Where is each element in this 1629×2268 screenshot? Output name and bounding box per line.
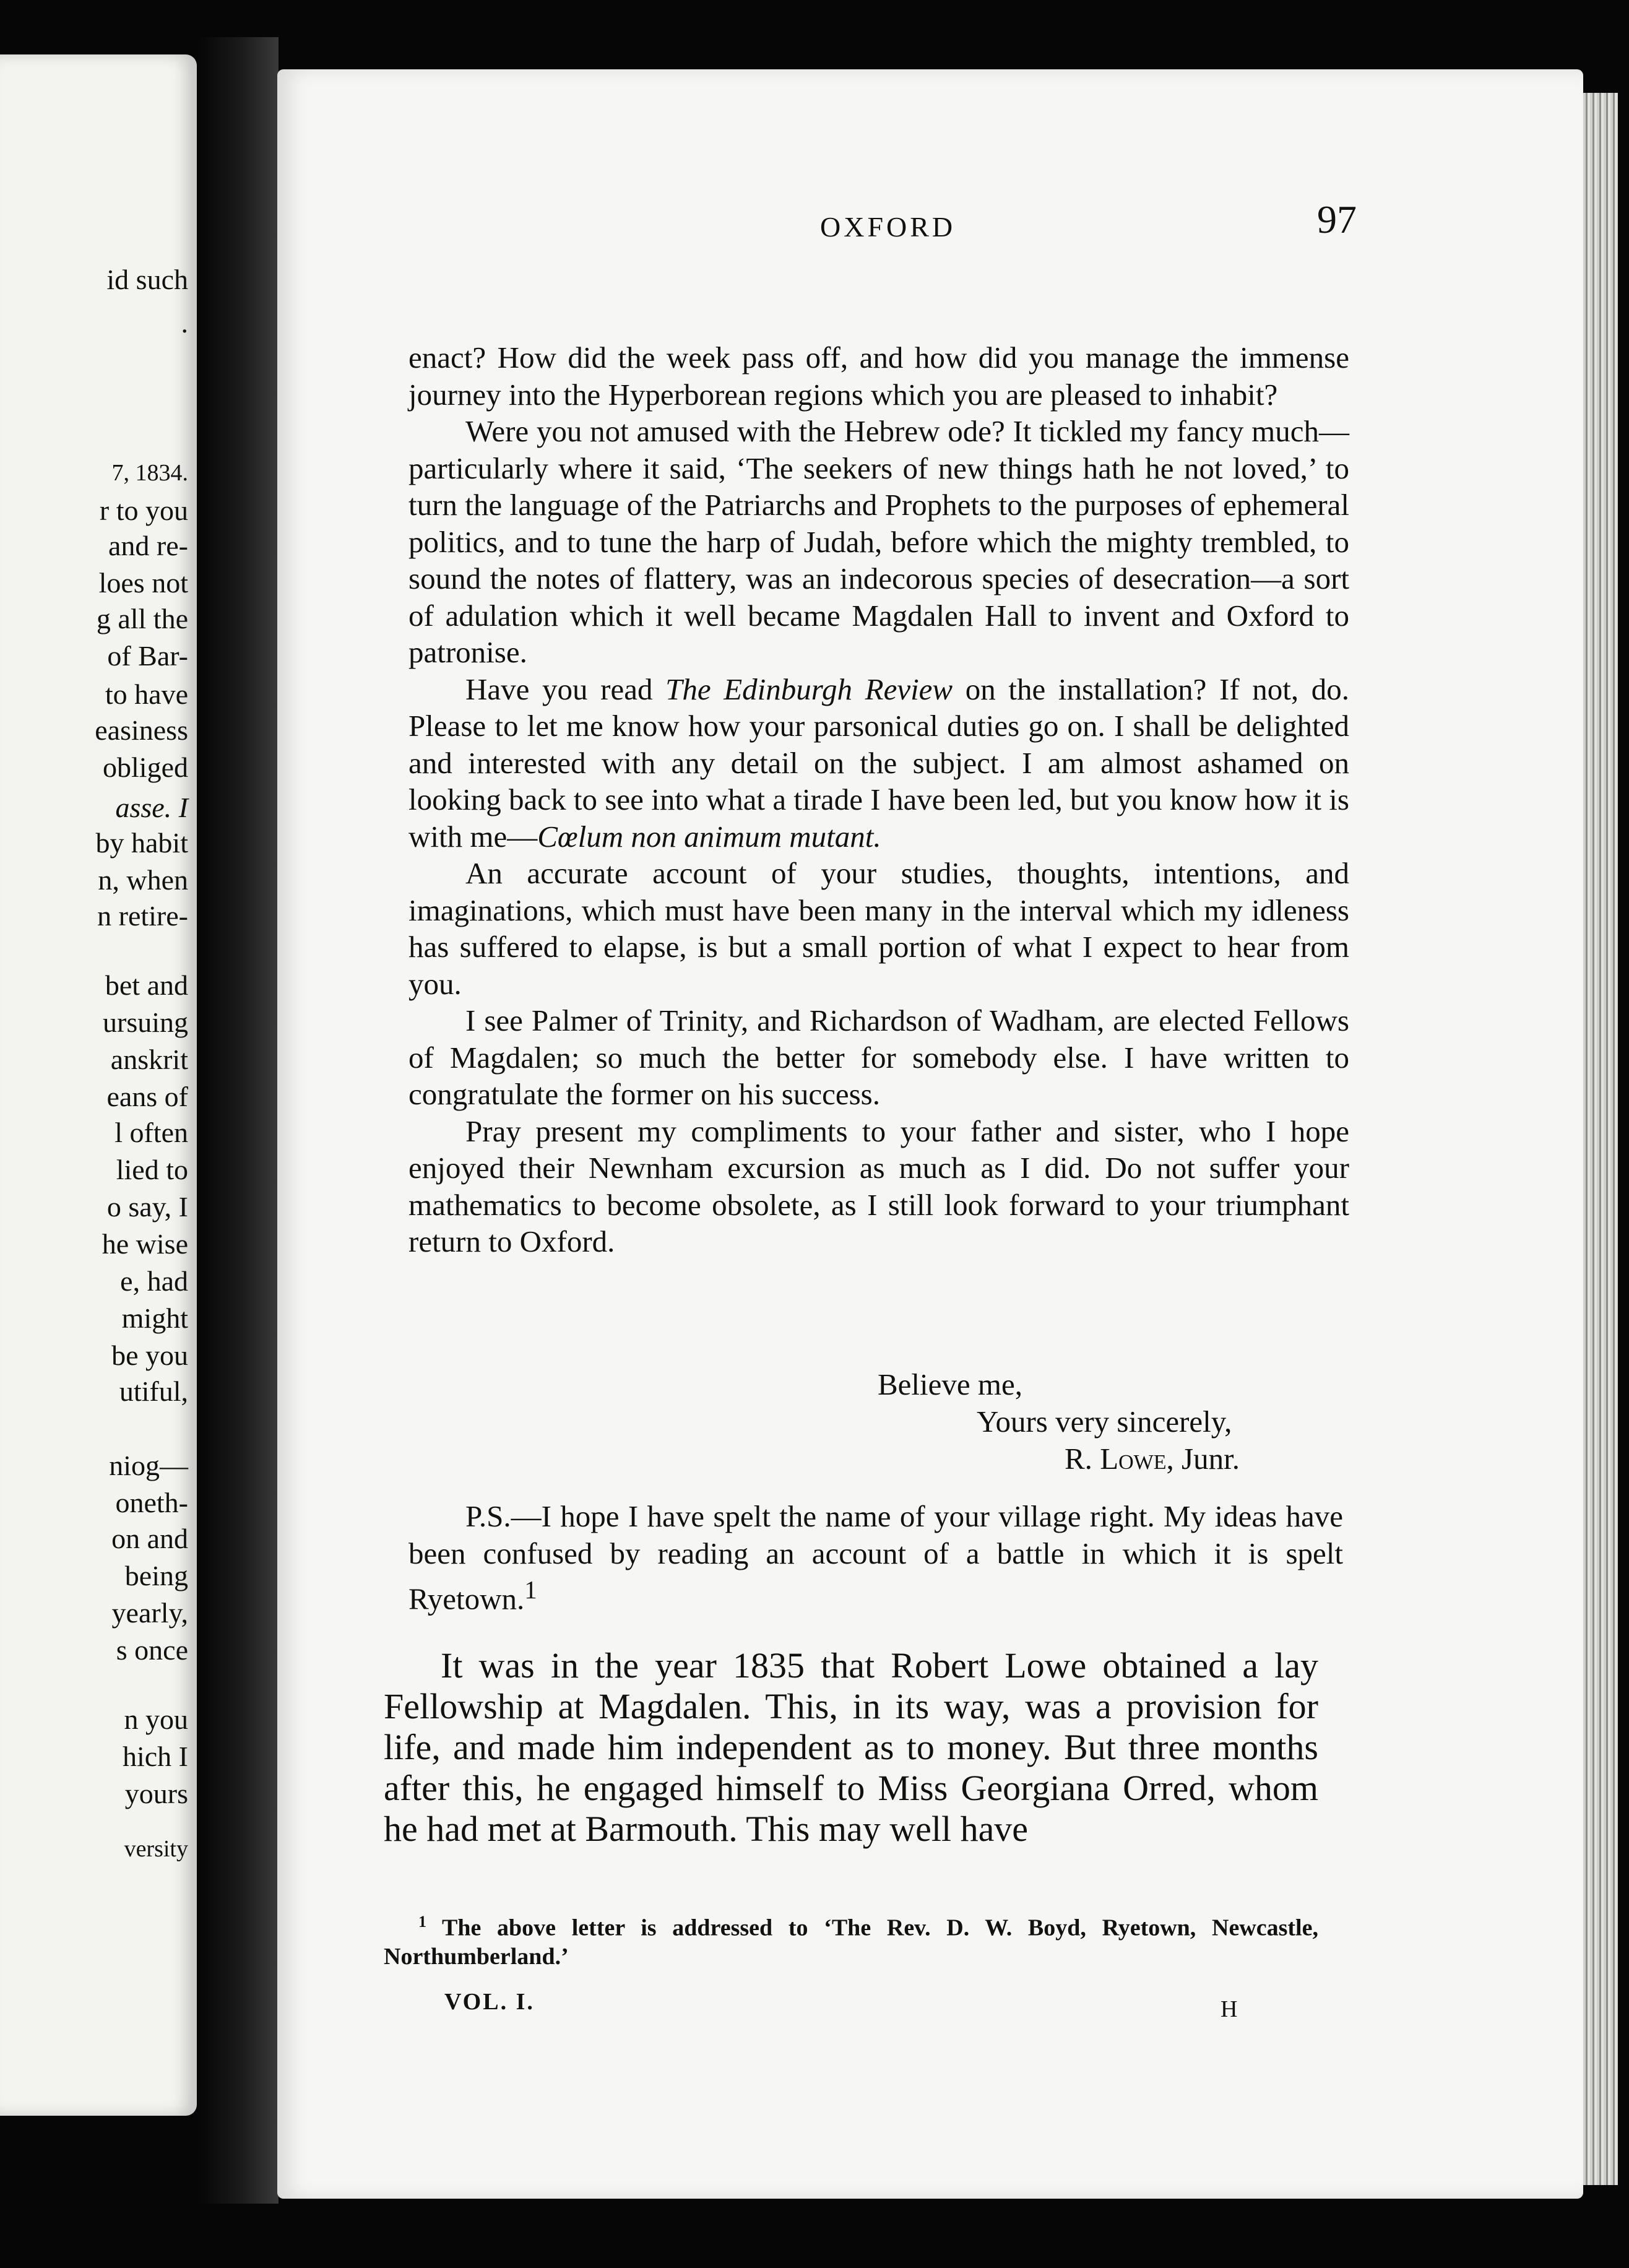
left-page-fragment: obliged: [103, 751, 188, 783]
periodical-title: The Edinburgh Review: [665, 672, 953, 706]
text-run: on the installation? If not, do. Please to let me know how your parsonical duties go on. I shall be delighted and interested with any detail on the subject. I am almost ashamed on looking back to see into what a tirade I have been led, but you know how it is with me—: [408, 672, 1349, 854]
left-page-fragment: being: [124, 1560, 188, 1591]
signature-name: Lowe: [1100, 1442, 1167, 1476]
sheet-mark: H: [1221, 1996, 1238, 2022]
left-page-fragment: loes not: [98, 567, 188, 599]
left-page-fragment: e, had: [120, 1265, 188, 1297]
left-page-fragment: s once: [116, 1634, 188, 1666]
left-page-fragment: g all the: [96, 603, 188, 634]
letter-paragraph: enact? How did the week pass off, and how did you manage the immense journey into the Hyperborean regions which you are pleased to inhabit?: [408, 340, 1349, 412]
left-page-fragment: of Bar-: [107, 640, 188, 672]
left-page-fragment: he wise: [102, 1228, 188, 1260]
left-page-fragment: l often: [115, 1117, 188, 1148]
letter-paragraph: [408, 671, 1349, 855]
signature-suffix: , Junr.: [1166, 1442, 1240, 1476]
footnote-reference: 1: [524, 1576, 537, 1604]
left-page-fragment: on and: [111, 1523, 188, 1554]
left-page-fragment: n, when: [98, 864, 188, 896]
postscript-body: P.S.—I hope I have spelt the name of your village right. My ideas have been confused by reading an account of a battle in which it is spelt Ryetown.: [408, 1499, 1343, 1616]
left-page-fragment: might: [121, 1302, 188, 1334]
left-page-fragment: anskrit: [110, 1044, 188, 1075]
left-page-fragment: n retire-: [97, 900, 188, 932]
left-page: [0, 54, 197, 2116]
left-page-fragment: 7, 1834.: [111, 460, 188, 486]
left-page-fragment: n you: [124, 1703, 188, 1735]
postscript-text: [408, 1498, 1343, 1617]
gutter-shadow: [197, 37, 279, 2204]
left-page-fragment: asse. I: [115, 792, 188, 823]
left-page-fragment: be you: [111, 1340, 188, 1371]
left-page-fragment: lied to: [116, 1154, 188, 1185]
left-page-fragment: to have: [105, 678, 188, 710]
left-page-fragment: ursuing: [103, 1006, 188, 1038]
left-page-fragment: yearly,: [111, 1597, 188, 1629]
left-page-fragment: yours: [124, 1778, 188, 1809]
footnote-marker: 1: [418, 1913, 426, 1931]
narrative-paragraph: It was in the year 1835 that Robert Lowe obtained a lay Fellowship at Magdalen. This, in its way, was a provision for life, and made him independent as to money. But three months after this, he engaged himself to Miss Georgiana Orred, whom he had met at Barmouth. This may well have: [384, 1645, 1318, 1849]
narrative-text: [384, 1645, 1318, 1850]
left-page-fragment: hich I: [122, 1741, 188, 1772]
letter-paragraph: An accurate account of your studies, thoughts, intentions, and imaginations, which must have been many in the interval which my idleness has suffered to elapse, is but a small portion of what I expect to hear from you.: [408, 856, 1349, 1001]
page-edges: [1583, 93, 1618, 2185]
left-page-fragment: oneth-: [115, 1487, 188, 1518]
left-page-fragment: eans of: [106, 1081, 188, 1112]
left-page-fragment: niog—: [109, 1450, 188, 1481]
left-page-fragment: by habit: [95, 827, 188, 859]
letter-paragraph: Pray present my compliments to your father and sister, who I hope enjoyed their Newnham excursion as much as I did. Do not suffer your mathematics to become obsolete, as I still look forward to your triumphant return to Oxford.: [408, 1114, 1349, 1258]
footnote-text: [384, 1908, 1318, 1971]
volume-signature: VOL. I.: [444, 1989, 535, 2015]
letter-paragraph: I see Palmer of Trinity, and Richardson of Wadham, are elected Fellows of Magdalen; so much the better for somebody else. I have written to congratulate the former on his success.: [408, 1003, 1349, 1111]
left-page-fragment: easiness: [95, 714, 188, 746]
left-page-fragment: and re-: [108, 530, 188, 561]
signature-initial: R.: [1065, 1442, 1100, 1476]
letter-signature: [1065, 1441, 1240, 1476]
left-page-fragment: bet and: [105, 969, 188, 1001]
left-page-fragment: o say, I: [106, 1191, 188, 1223]
footnote: [384, 1908, 1318, 1971]
footnote-body: The above letter is addressed to ‘The Rev. D. W. Boyd, Ryetown, Newcastle, Northumberland.’: [384, 1915, 1318, 1970]
page-number: 97: [1317, 197, 1357, 241]
left-page-fragment: versity: [124, 1836, 188, 1862]
left-page-fragment: id such: [106, 264, 188, 295]
text-run: Have you read: [465, 672, 666, 706]
valediction: Believe me,: [878, 1367, 1023, 1401]
letter-paragraph: Were you not amused with the Hebrew ode? It tickled my fancy much—particularly where it said, ‘The seekers of new things hath he not loved,’ to turn the language of the Patriarchs and Prophets to the purposes of ephemeral politics, and to tune the harp of Judah, before which the mighty trembled, to sound the notes of flattery, was an indecorous species of desecration—a sort of adulation which it well became Magdalen Hall to invent and Oxford to patronise.: [408, 414, 1349, 669]
complimentary-close: Yours very sincerely,: [977, 1405, 1232, 1439]
left-page-fragment: r to you: [99, 495, 188, 526]
latin-quotation: Cœlum non animum mutant.: [537, 819, 881, 854]
postscript: [408, 1498, 1343, 1617]
letter-body: [408, 339, 1349, 1260]
left-page-fragment: .: [181, 307, 188, 339]
left-page-fragment: utiful,: [119, 1375, 188, 1407]
running-head: OXFORD: [820, 211, 956, 243]
